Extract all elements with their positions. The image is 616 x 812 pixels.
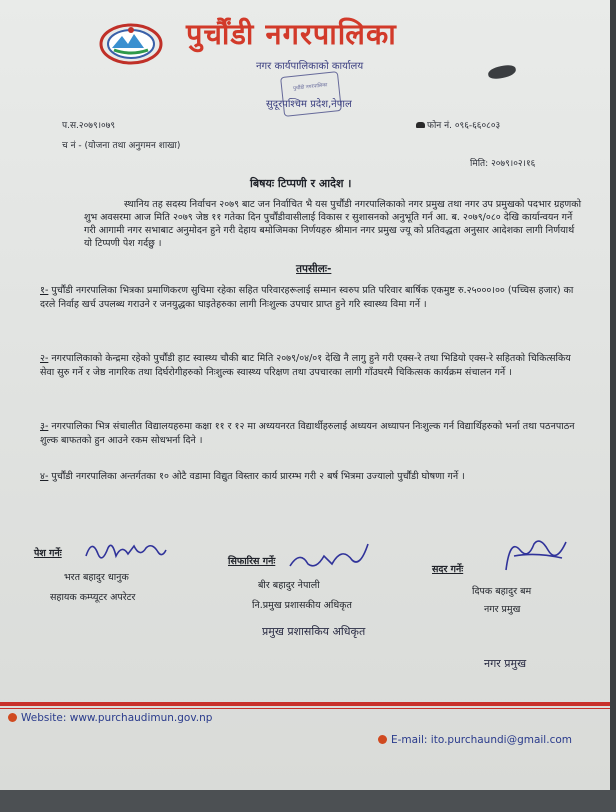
office-name: नगर कार्यपालिकाको कार्यालय <box>256 61 364 72</box>
recommender-handwritten-title: प्रमुख प्रशासकिय अधिकृत <box>262 625 366 638</box>
footer-rule-thin <box>0 708 610 709</box>
approver-title: नगर प्रमुख <box>484 604 521 615</box>
recommender-name: बीर बहादुर नेपाली <box>258 580 320 591</box>
list-item <box>40 470 580 484</box>
website-line <box>8 712 212 724</box>
stamp-text: पुर्चौंडी नगरपालिका <box>292 82 328 92</box>
email-line <box>378 734 572 746</box>
list-item <box>40 284 580 312</box>
item-text: नगरपालिका भित्र संचालीत विद्यालयहरुमा कक्षा ११ र १२ मा अध्ययनरत विद्यार्थीहरुलाई अध्ययन अध्यापन निःशुल्क गर्न विद्यार्थिहरुको भर्ना तथा पठनपाठन शुल्क बाफतको हुन आउने रकम सोधभर्ना दिने । <box>40 421 575 446</box>
intro-paragraph: स्थानिय तह सदस्य निर्वाचन २०७९ बाट जन निर्वाचित भै यस पुर्चौंडी नगरपालिकाको नगर प्रमुख तथा नगर उप प्रमुखको पदभार ग्रहणको शुभ अवसरमा आज मिति २०७९ जेष्ठ ११ गतेका दिन पुर्चौंडीवासीलाई विकास र सुशासनको अनुभूति गर्न आ. ब. २०७९/०८० देखि कार्यान्वयन गर्ने गरी आगामी नगर सभाबाट अनुमोदन हुने गरी देहाय बमोजिमका निर्णयहरु श्रीमान नगर प्रमुख ज्यू को प्रतिवद्धता अनुसार आदेशका लागी निर्णयार्थ यो टिप्पणी पेश गर्दछु । <box>84 199 582 249</box>
official-stamp <box>280 71 342 117</box>
recommender-title: नि.प्रमुख प्रशासकीय अधिकृत <box>252 600 352 611</box>
reference-number: प.स.२०७९।०७९ <box>62 121 116 131</box>
list-item <box>40 420 580 448</box>
phone-number <box>414 118 500 131</box>
list-item <box>40 352 580 380</box>
smudge-mark <box>487 64 517 81</box>
item-text: पुर्चौंडी नगरपालिका भित्रका प्रमाणिकरण सुचिमा रहेका सहित परिवारहरूलाई सम्मान स्वरुप प्रति परिवार बार्षिक एकमुष्ट रु.२५०००।०० (पच्चिस हजार) का दरले निर्वाह खर्च उपलब्ध गराउने र जनयुद्धका घाइतेहरुका लागी निःशुल्क उपचार प्राप्त हुने गरि स्वास्थ्य विमा गर्ने । <box>40 285 574 310</box>
approver-name: दिपक बहादुर बम <box>472 586 532 597</box>
approver-handwritten-title: नगर प्रमुख <box>484 657 527 670</box>
website-text: Website: www.purchaudimun.gov.np <box>21 712 213 724</box>
office-address: सुदूरपश्चिम प्रदेश,नेपाल <box>266 99 352 110</box>
dispatch-number: च नं - (योजना तथा अनुगमन शाखा) <box>62 141 181 151</box>
submitter-signature <box>82 534 168 570</box>
municipality-name: पुर्चौंडी नगरपालिका <box>186 17 397 51</box>
submitter-name: भरत बहादुर धानुक <box>64 572 129 583</box>
item-number: १- <box>40 285 49 296</box>
approver-signature <box>496 532 576 578</box>
background-surface <box>0 790 616 812</box>
recommender-signature <box>286 540 372 574</box>
phone-text: फोन नं. ०९६-६६०८०३ <box>427 121 501 131</box>
email-text: E-mail: ito.purchaundi@gmail.com <box>391 734 572 746</box>
approved-by-label: सदर गर्नेः <box>432 564 464 575</box>
recommended-by-label: सिफारिस गर्नेः <box>228 556 276 567</box>
submitter-title: सहायक कम्प्यूटर अपरेटर <box>50 592 136 603</box>
globe-icon <box>8 713 17 722</box>
subject-line: बिषयः टिप्पणी र आदेश । <box>250 177 352 190</box>
details-heading: तपसीलः- <box>296 263 332 275</box>
item-number: ४- <box>40 471 49 482</box>
footer-rule <box>0 702 610 706</box>
phone-icon <box>416 122 425 128</box>
letter-date: मिति: २०७९।०२।१६ <box>470 159 536 169</box>
item-number: ३- <box>40 421 49 432</box>
submitted-by-label: पेश गर्नेः <box>34 548 62 559</box>
item-number: २- <box>40 353 49 364</box>
email-icon <box>378 735 387 744</box>
municipality-logo-icon <box>98 22 164 66</box>
item-text: नगरपालिकाको केन्द्रमा रहेको पुर्चौंडी हाट स्वास्थ्य चौकी बाट मिति २०७९/०४/०१ देखि नै लागु हुने गरी एक्स-रे तथा भिडियो एक्स-रे सहितको चिकित्सकिय सेवा सुरु गर्ने र जेष्ठ नागरिक तथा दिर्घरोगीहरुको निःशुल्क स्वास्थ्य परिक्षण तथा उपचारका लागी गाँउघरमै चिकित्सक कार्यक्रम संचालन गर्ने । <box>40 353 571 378</box>
item-text: पुर्चौंडी नगरपालिका अन्तर्गतका १० ओटै वडामा विद्युत विस्तार कार्य प्रारम्भ गरी २ बर्ष भित्रमा उज्यालो पुर्चौंडी घोषणा गर्ने । <box>51 471 465 482</box>
